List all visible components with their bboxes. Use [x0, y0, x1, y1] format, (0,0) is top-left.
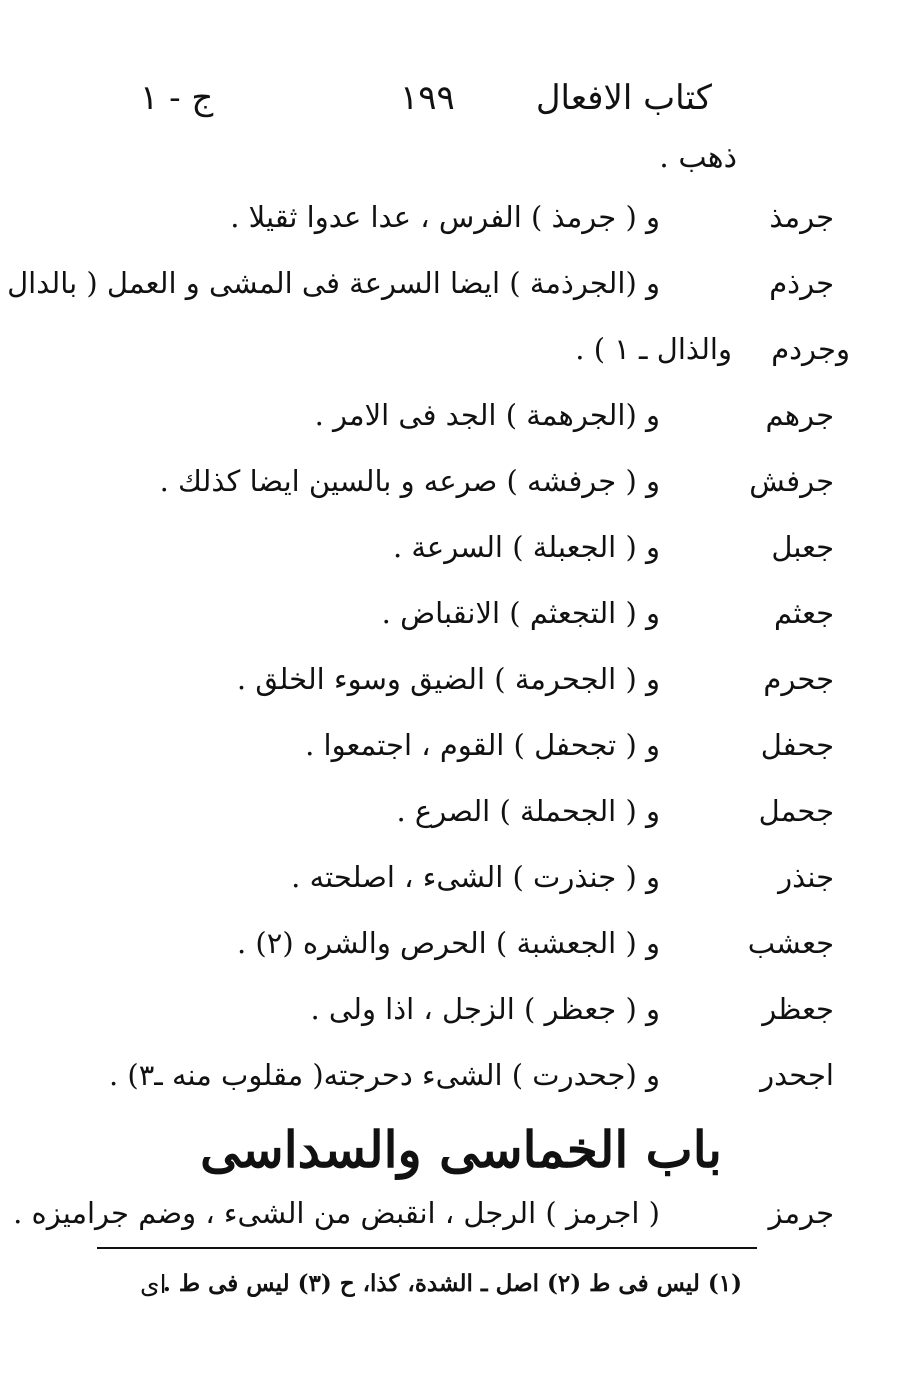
entry-row — [0, 324, 922, 390]
entry-list — [0, 192, 922, 1116]
entry-definition: والذال ـ ١ ) . — [575, 332, 732, 366]
entry-root: جعثم — [774, 596, 834, 630]
entry-row — [0, 588, 922, 654]
entry-definition: و (الجرذمة ) ايضا السرعة فى المشى و العمل ( بالدال — [7, 266, 660, 300]
entry-definition: و ( جنذرت ) الشىء ، اصلحته . — [291, 860, 660, 894]
entry-definition: و ( تجحفل ) القوم ، اجتمعوا . — [305, 728, 660, 762]
entry-definition: و ( الجعبلة ) السرعة . — [392, 530, 660, 564]
entry-root: جرذم — [769, 266, 834, 300]
entry-definition: و ( الجعشبة ) الحرص والشره (٢) . — [236, 926, 660, 960]
entry-root: جحمل — [758, 794, 834, 828]
entry-root: جرفش — [749, 464, 834, 498]
continuation-text: ذهب . — [659, 140, 737, 175]
entry-row — [0, 1050, 922, 1116]
entry-root: جرهم — [765, 398, 834, 432]
entry-definition: و ( الجحرمة ) الضيق وسوء الخلق . — [236, 662, 660, 696]
entry-row — [0, 654, 922, 720]
page-number: ١٩٩ — [400, 78, 455, 118]
page-header — [0, 78, 922, 128]
entry-definition: و (الجرهمة ) الجد فى الامر . — [314, 398, 660, 432]
entry-root: جعظر — [762, 992, 834, 1026]
entry-root: جرمذ — [769, 200, 834, 234]
footnote-text: (١) ليس فى ط (٢) اصل ـ الشدة، كذا، ح (٣) ليس فى ط . — [162, 1270, 742, 1297]
entry-definition: ( اجرمز ) الرجل ، انقبض من الشىء ، وضم جراميزه . — [13, 1196, 660, 1230]
entry-row — [0, 918, 922, 984]
entry-row — [0, 258, 922, 324]
entry-root: جحرم — [763, 662, 834, 696]
entry-definition: و ( الجحملة ) الصرع . — [396, 794, 660, 828]
entry-row — [0, 1188, 922, 1248]
entry-root: جحفل — [760, 728, 834, 762]
volume-label: ج - ١ — [140, 78, 214, 118]
entry-definition: و ( جرمذ ) الفرس ، عدا عدوا ثقيلا . — [230, 200, 660, 234]
section-heading: باب الخماسى والسداسى — [200, 1120, 722, 1179]
footnote-note: اى — [140, 1270, 167, 1299]
entry-root: جعبل — [771, 530, 834, 564]
book-title: كتاب الافعال — [535, 78, 712, 118]
entry-row — [0, 984, 922, 1050]
entry-root: اجحدر — [760, 1058, 834, 1092]
entry-definition: و ( التجعثم ) الانقباض . — [381, 596, 660, 630]
entry-row — [0, 390, 922, 456]
entry-definition: و (جحدرت ) الشىء دحرجته( مقلوب منه ـ٣) . — [108, 1058, 660, 1092]
entry-root: جرمز — [768, 1196, 834, 1230]
entry-row — [0, 852, 922, 918]
entry-row — [0, 522, 922, 588]
entry-row — [0, 786, 922, 852]
entry-row — [0, 720, 922, 786]
entry-row — [0, 192, 922, 258]
entry-root: وجردم — [771, 332, 850, 366]
footnote-divider — [97, 1247, 757, 1249]
entry-root: جعشب — [747, 926, 834, 960]
entry-root: جنذر — [778, 860, 834, 894]
entry-definition: و ( جرفشه ) صرعه و بالسين ايضا كذلك . — [159, 464, 660, 498]
entry-definition: و ( جعظر ) الزجل ، اذا ولى . — [310, 992, 660, 1026]
entry-row — [0, 456, 922, 522]
